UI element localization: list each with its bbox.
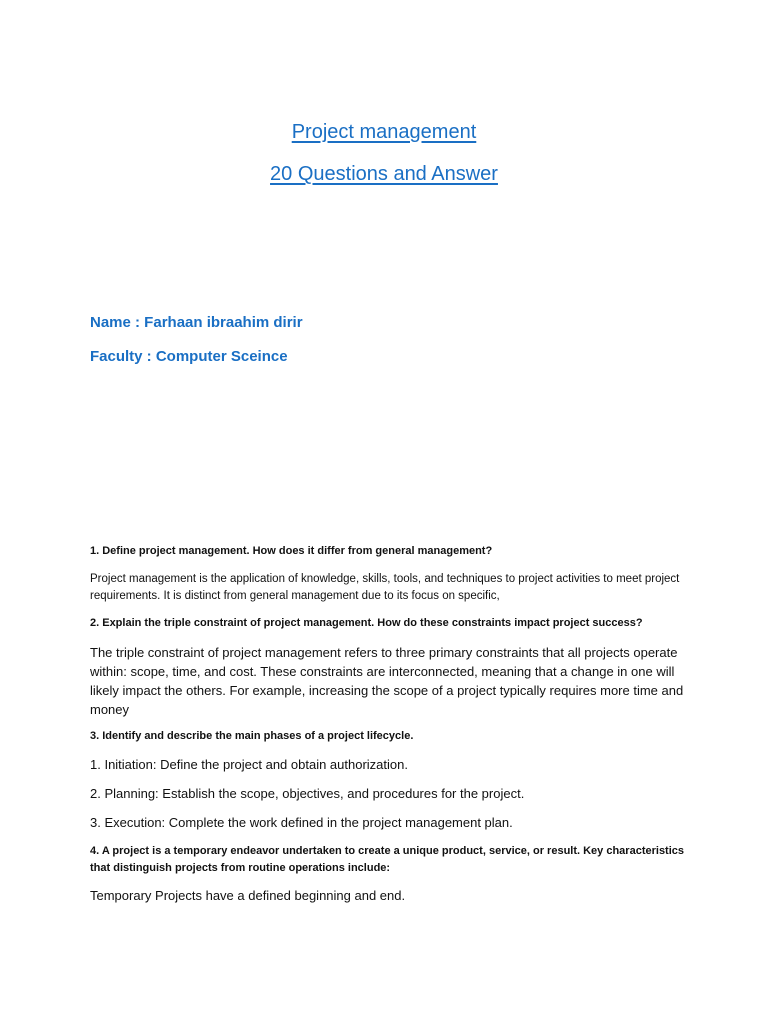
question-1: 1. Define project management. How does it differ from general management? <box>90 545 493 557</box>
document-subtitle: 20 Questions and Answer <box>270 163 498 185</box>
question-3: 3. Identify and describe the main phases of a project lifecycle. <box>90 730 414 742</box>
question-2: 2. Explain the triple constraint of project management. How do these constraints impact project success? <box>90 617 643 629</box>
answer-2: The triple constraint of project management refers to three primary constraints that all projects operate within: scope, time, and cost. These constraints are interconnected, meaning that a change in one will likely impact the others. For example, increasing the scope of a project typically requires more time and money <box>90 645 684 717</box>
answer-4: Temporary Projects have a defined beginning and end. <box>90 888 406 903</box>
answer-3-item-3: 3. Execution: Complete the work defined in the project management plan. <box>90 815 513 830</box>
author-name: Name : Farhaan ibraahim dirir <box>90 314 303 331</box>
answer-3-item-2: 2. Planning: Establish the scope, objectives, and procedures for the project. <box>90 786 525 801</box>
answer-3-item-1: 1. Initiation: Define the project and obtain authorization. <box>90 757 408 772</box>
answer-1: Project management is the application of knowledge, skills, tools, and techniques to project activities to meet project requirements. It is distinct from general management due to its focus on specific, <box>90 573 680 602</box>
question-4: 4. A project is a temporary endeavor undertaken to create a unique product, service, or result. Key characteristics that distinguish projects from routine operations include: <box>90 845 685 874</box>
document-title: Project management <box>291 121 477 143</box>
author-faculty: Faculty : Computer Sceince <box>90 348 288 365</box>
